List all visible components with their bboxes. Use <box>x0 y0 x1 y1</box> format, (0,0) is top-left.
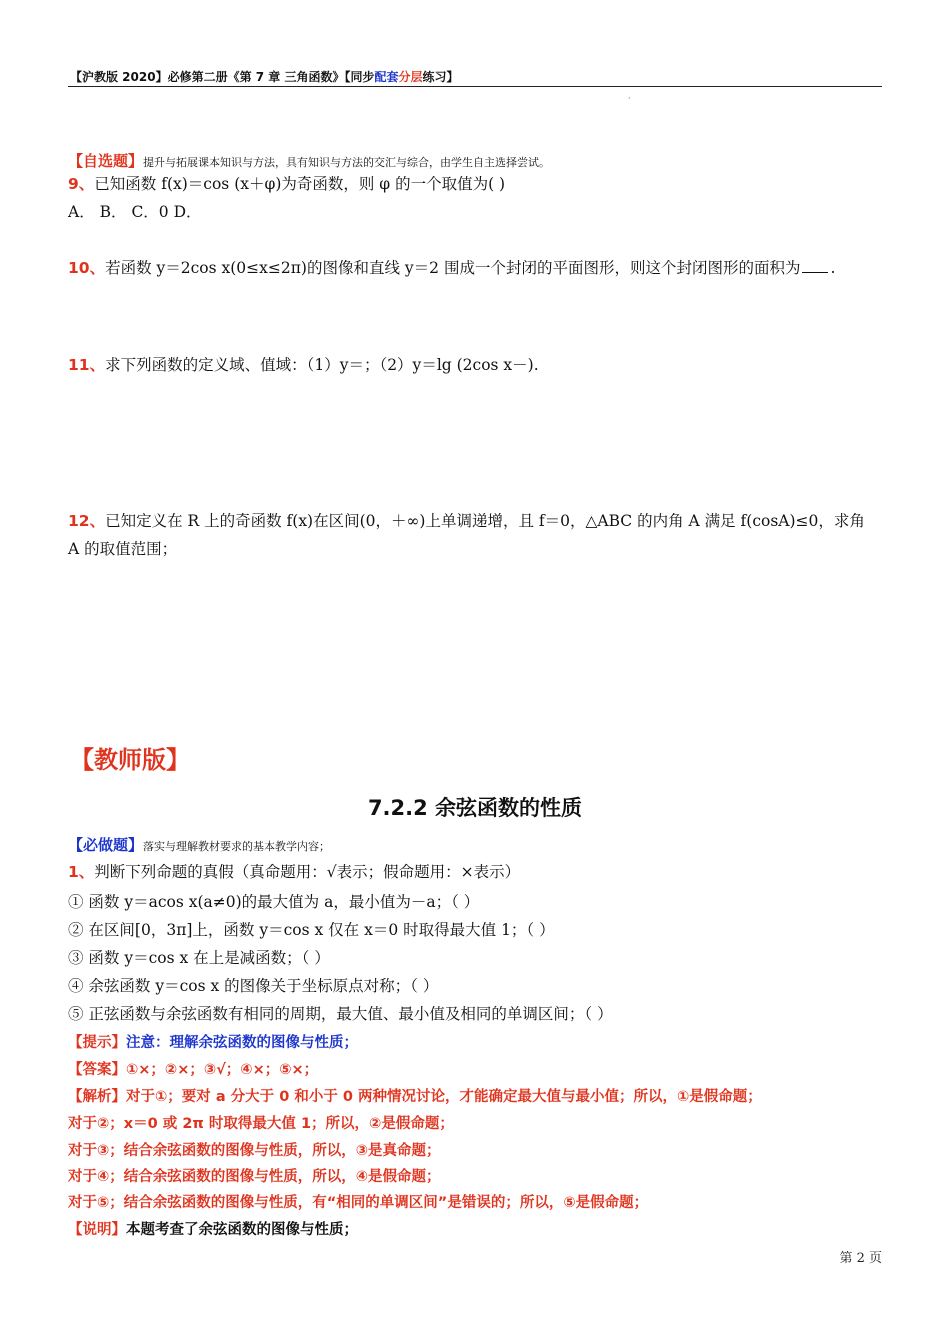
question-11 <box>68 353 539 375</box>
required-label: 【必做题】 <box>68 836 144 854</box>
teacher-version-label: 【教师版】 <box>70 746 190 774</box>
section-title: 7.2.2 余弦函数的性质 <box>367 796 583 820</box>
question-12-text: 已知定义在 R 上的奇函数 f(x)在区间(0，＋∞)上单调递增，且 f＝0，△ABC 的内角 A 满足 f(cosA)≤0，求角 <box>105 512 865 530</box>
answer-text: ①×；②×；③√；④×；⑤×； <box>126 1062 319 1078</box>
question-11-number: 11、 <box>68 356 106 374</box>
question-10-number: 10、 <box>68 259 106 277</box>
proposition-item: ② 在区间[0，3π]上，函数 y＝cos x 仅在 x＝0 时取得最大值 1；（ ） <box>68 921 555 939</box>
proposition-item: ① 函数 y＝acos x(a≠0)的最大值为 a，最小值为－a；（ ） <box>68 893 480 911</box>
header-highlight-blue: 配套 <box>374 70 399 84</box>
question-10 <box>68 256 835 278</box>
answer-blank[interactable] <box>802 272 828 273</box>
question-12-number: 12、 <box>68 512 106 530</box>
optional-note: 提升与拓展课本知识与方法，具有知识与方法的交汇与综合，由学生自主选择尝试。 <box>143 156 551 169</box>
problem-1-stem: 判断下列命题的真假（真命题用：√表示；假命题用：×表示） <box>94 863 521 881</box>
proposition-item: ④ 余弦函数 y＝cos x 的图像关于坐标原点对称；（ ） <box>68 977 439 995</box>
optional-section-heading <box>68 150 550 171</box>
analysis-line: 对于⑤；结合余弦函数的图像与性质，有“相同的单调区间”是错误的；所以，⑤是假命题； <box>68 1195 649 1211</box>
question-9-text: 已知函数 f(x)＝cos (x＋φ)为奇函数，则 φ 的一个取值为( ) <box>94 175 506 193</box>
question-10-end: . <box>830 259 836 277</box>
header-highlight-red: 分层 <box>398 70 423 84</box>
hint-text: 注意：理解余弦函数的图像与性质； <box>126 1035 358 1051</box>
analysis-text: 对于①；要对 a 分大于 0 和小于 0 两种情况讨论，才能确定最大值与最小值；所以，①是假命题； <box>126 1089 762 1105</box>
answer-label: 【答案】 <box>68 1062 126 1078</box>
question-9 <box>68 172 505 194</box>
problem-1-number: 1、 <box>68 863 95 881</box>
page-header <box>70 68 459 85</box>
question-10-text: 若函数 y＝2cos x(0≤x≤2π)的图像和直线 y＝2 围成一个封闭的平面图形，则这个封闭图形的面积为 <box>105 259 801 277</box>
explanation-label: 【说明】 <box>68 1222 126 1238</box>
required-section-heading <box>68 834 330 855</box>
hint-label: 【提示】 <box>68 1035 126 1051</box>
question-11-text: 求下列函数的定义域、值域：（1）y＝；（2）y＝lg (2cos x－). <box>105 356 539 374</box>
header-text-end: 练习】 <box>422 70 459 84</box>
analysis-line: 对于④；结合余弦函数的图像与性质，所以，④是假命题； <box>68 1169 441 1185</box>
header-text: 【沪教版 2020】必修第二册《第 7 章 三角函数》【同步 <box>70 70 375 84</box>
header-rule <box>68 86 882 87</box>
explanation-line <box>68 1218 358 1239</box>
question-9-options: A． B． C．0 D． <box>68 203 202 221</box>
proposition-item: ③ 函数 y＝cos x 在上是减函数；（ ） <box>68 949 330 967</box>
analysis-label: 【解析】 <box>68 1089 126 1105</box>
analysis-line: 对于③；结合余弦函数的图像与性质，所以，③是真命题； <box>68 1143 441 1159</box>
required-note: 落实与理解教材要求的基本教学内容； <box>143 840 331 853</box>
question-12-continued: A 的取值范围； <box>68 540 178 558</box>
analysis-line: 对于②；x＝0 或 2π 时取得最大值 1；所以，②是假命题； <box>68 1116 454 1132</box>
problem-1 <box>68 860 520 882</box>
answer-line <box>68 1058 318 1079</box>
explanation-text: 本题考查了余弦函数的图像与性质； <box>126 1222 358 1238</box>
page-number: 第 2 页 <box>839 1251 882 1266</box>
header-dot: · <box>628 94 631 103</box>
question-12 <box>68 509 865 531</box>
analysis-line <box>68 1085 762 1106</box>
hint-line <box>68 1031 358 1052</box>
optional-label: 【自选题】 <box>68 152 144 170</box>
proposition-item: ⑤ 正弦函数与余弦函数有相同的周期，最大值、最小值及相同的单调区间；（ ） <box>68 1005 613 1023</box>
question-9-number: 9、 <box>68 175 95 193</box>
